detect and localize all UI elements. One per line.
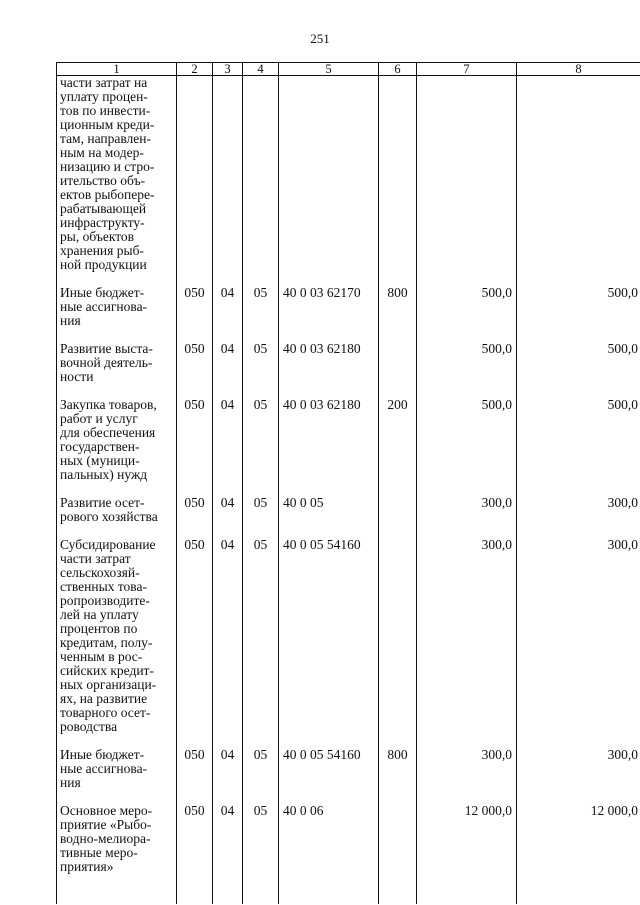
section-code (213, 76, 243, 273)
spacer-cell (177, 874, 213, 904)
amount-year-2: 500,0 (517, 286, 640, 328)
spacer-cell (379, 482, 417, 496)
spacer-cell (243, 272, 279, 286)
expense-type-code: 800 (379, 748, 417, 790)
table-row (57, 342, 640, 384)
spacer-cell (57, 384, 177, 398)
row-name-line: водно-мелиора- (60, 831, 151, 846)
spacer-cell (417, 524, 517, 538)
spacer-cell (417, 482, 517, 496)
section-code: 04 (213, 398, 243, 482)
spacer-cell (57, 328, 177, 342)
row-name-line: там, направлен- (60, 131, 151, 146)
spacer-cell (279, 384, 379, 398)
spacer-cell (379, 734, 417, 748)
expense-type-code (379, 538, 417, 734)
spacer-cell (243, 482, 279, 496)
ministry-code: 050 (177, 286, 213, 328)
row-name-line: Субсидирование (60, 537, 156, 552)
spacer-cell (379, 384, 417, 398)
row-name-line: ния (60, 313, 81, 328)
table-row (57, 286, 640, 328)
row-name (57, 748, 177, 790)
amount-year-2 (517, 76, 640, 273)
row-name-line: ектов рыбопере- (60, 187, 155, 202)
row-name-line: ных (муници- (60, 453, 140, 468)
ministry-code: 050 (177, 538, 213, 734)
row-name-line: Основное меро- (60, 803, 153, 818)
spacer-cell (243, 790, 279, 804)
row-spacer (57, 272, 640, 286)
row-name-line: работ и услуг (60, 411, 138, 426)
row-name-line: лей на уплату (60, 607, 139, 622)
spacer-cell (279, 482, 379, 496)
spacer-cell (417, 874, 517, 904)
row-name (57, 286, 177, 328)
row-name-line: ные ассигнова- (60, 761, 148, 776)
row-name-line: части затрат на (60, 75, 148, 90)
row-spacer (57, 734, 640, 748)
column-header-1: 1 (57, 63, 177, 76)
expense-type-code (379, 496, 417, 524)
ministry-code: 050 (177, 342, 213, 384)
amount-year-1: 12 000,0 (417, 804, 517, 874)
column-header-7: 7 (417, 63, 517, 76)
spacer-cell (213, 524, 243, 538)
spacer-cell (243, 874, 279, 904)
section-code: 04 (213, 748, 243, 790)
row-name-line: ным на модер- (60, 145, 144, 160)
row-name-line: ния (60, 775, 81, 790)
amount-year-1: 500,0 (417, 286, 517, 328)
spacer-cell (57, 272, 177, 286)
spacer-cell (213, 874, 243, 904)
spacer-cell (279, 272, 379, 286)
row-name-line: низацию и стро- (60, 159, 155, 174)
row-name-line: ченным в рос- (60, 649, 143, 664)
spacer-cell (177, 790, 213, 804)
target-article-code: 40 0 05 54160 (279, 538, 379, 734)
spacer-cell (279, 874, 379, 904)
expense-type-code: 800 (379, 286, 417, 328)
target-article-code: 40 0 05 54160 (279, 748, 379, 790)
row-spacer (57, 384, 640, 398)
spacer-cell (379, 524, 417, 538)
row-name (57, 496, 177, 524)
section-code: 04 (213, 804, 243, 874)
table-row (57, 748, 640, 790)
row-name-line: роводства (60, 719, 118, 734)
row-name-line: ных организаци- (60, 677, 157, 692)
column-header-5: 5 (279, 63, 379, 76)
table-row (57, 76, 640, 273)
row-name-line: ной продукции (60, 257, 147, 272)
spacer-cell (57, 482, 177, 496)
expense-type-code (379, 804, 417, 874)
row-spacer (57, 328, 640, 342)
row-name-line: для обеспечения (60, 425, 156, 440)
spacer-cell (213, 328, 243, 342)
spacer-cell (177, 734, 213, 748)
spacer-cell (517, 384, 640, 398)
row-name-line: ях, на развитие (60, 691, 148, 706)
spacer-cell (517, 874, 640, 904)
row-name-line: инфраструкту- (60, 215, 145, 230)
amount-year-1: 500,0 (417, 398, 517, 482)
amount-year-1: 300,0 (417, 538, 517, 734)
spacer-cell (517, 790, 640, 804)
spacer-cell (243, 524, 279, 538)
spacer-cell (517, 734, 640, 748)
row-spacer (57, 790, 640, 804)
row-name-line: части затрат (60, 551, 131, 566)
row-name-line: ропроизводите- (60, 593, 150, 608)
table-body (57, 76, 640, 905)
row-name-line: уплату процен- (60, 89, 148, 104)
target-article-code: 40 0 03 62170 (279, 286, 379, 328)
row-spacer (57, 482, 640, 496)
expense-type-code: 200 (379, 398, 417, 482)
table-row (57, 496, 640, 524)
amount-year-2: 12 000,0 (517, 804, 640, 874)
page-number: 251 (310, 31, 330, 46)
section-code: 04 (213, 538, 243, 734)
spacer-cell (177, 328, 213, 342)
row-name (57, 76, 177, 273)
table-row (57, 804, 640, 874)
column-header-2: 2 (177, 63, 213, 76)
target-article-code: 40 0 03 62180 (279, 342, 379, 384)
spacer-cell (57, 524, 177, 538)
row-name-line: процентов по (60, 621, 138, 636)
subsection-code: 05 (243, 748, 279, 790)
spacer-cell (417, 734, 517, 748)
row-name-line: рового хозяйства (60, 509, 158, 524)
row-name-line: кредитам, полу- (60, 635, 153, 650)
row-name (57, 342, 177, 384)
spacer-cell (517, 328, 640, 342)
column-header-8: 8 (517, 63, 640, 76)
row-name-line: ности (60, 369, 94, 384)
row-name-line: хранения рыб- (60, 243, 144, 258)
spacer-cell (279, 734, 379, 748)
row-name (57, 538, 177, 734)
spacer-cell (213, 790, 243, 804)
spacer-cell (379, 272, 417, 286)
amount-year-2: 300,0 (517, 748, 640, 790)
target-article-code: 40 0 06 (279, 804, 379, 874)
row-name-line: ры, объектов (60, 229, 135, 244)
amount-year-2: 500,0 (517, 398, 640, 482)
column-header-6: 6 (379, 63, 417, 76)
amount-year-2: 300,0 (517, 496, 640, 524)
spacer-cell (177, 384, 213, 398)
row-name-line: ственных това- (60, 579, 147, 594)
spacer-cell (279, 790, 379, 804)
row-name (57, 804, 177, 874)
amount-year-2: 300,0 (517, 538, 640, 734)
row-name-line: рабатывающей (60, 201, 147, 216)
spacer-cell (517, 524, 640, 538)
subsection-code: 05 (243, 538, 279, 734)
row-name-line: ные ассигнова- (60, 299, 148, 314)
expense-type-code (379, 76, 417, 273)
spacer-cell (243, 328, 279, 342)
spacer-cell (57, 790, 177, 804)
ministry-code: 050 (177, 496, 213, 524)
row-name-line: вочной деятель- (60, 355, 153, 370)
target-article-code: 40 0 05 (279, 496, 379, 524)
section-code: 04 (213, 342, 243, 384)
spacer-cell (177, 272, 213, 286)
amount-year-1: 500,0 (417, 342, 517, 384)
subsection-code: 05 (243, 804, 279, 874)
subsection-code: 05 (243, 286, 279, 328)
row-name-line: сийских кредит- (60, 663, 154, 678)
spacer-cell (517, 482, 640, 496)
spacer-cell (57, 874, 177, 904)
target-article-code: 40 0 03 62180 (279, 398, 379, 482)
ministry-code: 050 (177, 804, 213, 874)
target-article-code (279, 76, 379, 273)
spacer-cell (213, 384, 243, 398)
ministry-code: 050 (177, 398, 213, 482)
amount-year-1: 300,0 (417, 496, 517, 524)
row-name-line: Развитие выста- (60, 341, 153, 356)
header-row (57, 63, 640, 76)
subsection-code: 05 (243, 496, 279, 524)
row-name-line: ительство объ- (60, 173, 146, 188)
column-header-3: 3 (213, 63, 243, 76)
spacer-cell (379, 874, 417, 904)
spacer-cell (243, 384, 279, 398)
spacer-cell (279, 328, 379, 342)
subsection-code: 05 (243, 398, 279, 482)
ministry-code: 050 (177, 748, 213, 790)
spacer-cell (177, 524, 213, 538)
spacer-cell (417, 384, 517, 398)
amount-year-2: 500,0 (517, 342, 640, 384)
row-name-line: сельскохозяй- (60, 565, 140, 580)
spacer-cell (177, 482, 213, 496)
column-header-4: 4 (243, 63, 279, 76)
amount-year-1 (417, 76, 517, 273)
row-name-line: приятие «Рыбо- (60, 817, 152, 832)
spacer-cell (417, 790, 517, 804)
spacer-cell (379, 328, 417, 342)
row-name-line: Закупка товаров, (60, 397, 157, 412)
subsection-code (243, 76, 279, 273)
spacer-cell (213, 482, 243, 496)
expense-type-code (379, 342, 417, 384)
budget-table (56, 62, 640, 904)
spacer-cell (279, 524, 379, 538)
amount-year-1: 300,0 (417, 748, 517, 790)
row-name-line: товарного осет- (60, 705, 151, 720)
row-name-line: Развитие осет- (60, 495, 145, 510)
spacer-cell (417, 272, 517, 286)
row-name-line: пальных) нужд (60, 467, 148, 482)
row-name-line: тов по инвести- (60, 103, 151, 118)
ministry-code (177, 76, 213, 273)
spacer-cell (243, 734, 279, 748)
spacer-cell (379, 790, 417, 804)
spacer-cell (517, 272, 640, 286)
spacer-cell (417, 328, 517, 342)
spacer-cell (213, 272, 243, 286)
table-row (57, 398, 640, 482)
row-name-line: государствен- (60, 439, 140, 454)
row-name-line: Иные бюджет- (60, 285, 145, 300)
table-row (57, 538, 640, 734)
spacer-cell (57, 734, 177, 748)
spacer-cell (213, 734, 243, 748)
row-name-line: приятия» (60, 859, 114, 874)
row-spacer (57, 524, 640, 538)
row-name-line: тивные меро- (60, 845, 138, 860)
row-name-line: ционным креди- (60, 117, 155, 132)
row-name-line: Иные бюджет- (60, 747, 145, 762)
row-spacer (57, 874, 640, 904)
subsection-code: 05 (243, 342, 279, 384)
row-name (57, 398, 177, 482)
section-code: 04 (213, 496, 243, 524)
section-code: 04 (213, 286, 243, 328)
